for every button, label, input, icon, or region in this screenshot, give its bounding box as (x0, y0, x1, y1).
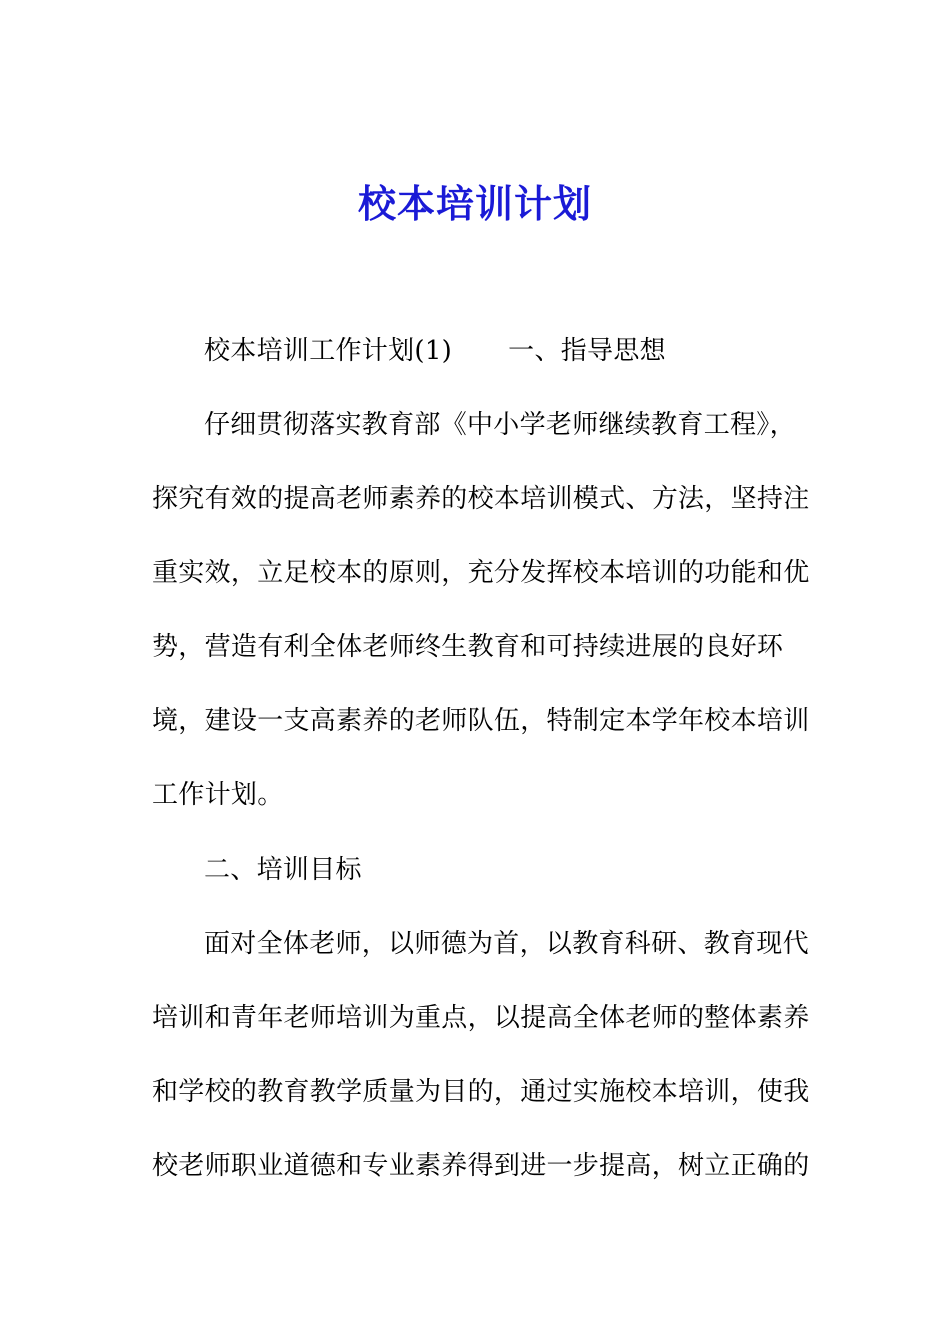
paragraph-line-9: 面对全体老师，以师德为首，以教育科研、教育现代 (204, 929, 809, 959)
section-heading-training-goals: 二、培训目标 (204, 855, 362, 885)
paragraph-line-10: 培训和青年老师培训为重点，以提高全体老师的整体素养 (152, 1003, 810, 1033)
paragraph-line-11: 和学校的教育教学质量为目的，通过实施校本培训，使我 (152, 1077, 810, 1107)
document-title: 校本培训计划 (357, 182, 592, 226)
paragraph-line-4: 重实效，立足校本的原则，充分发挥校本培训的功能和优 (152, 558, 810, 588)
paragraph-line-1 (204, 333, 814, 369)
paragraph-line-6: 境，建设一支高素养的老师队伍，特制定本学年校本培训 (152, 706, 810, 736)
plan-heading: 校本培训工作计划(1) (204, 336, 453, 366)
paragraph-line-12: 校老师职业道德和专业素养得到进一步提高，树立正确的 (152, 1151, 810, 1181)
paragraph-line-3: 探究有效的提高老师素养的校本培训模式、方法，坚持注 (152, 484, 810, 514)
paragraph-line-5: 势，营造有利全体老师终生教育和可持续进展的良好环 (152, 632, 784, 662)
paragraph-line-2: 仔细贯彻落实教育部《中小学老师继续教育工程》， (204, 410, 796, 440)
section-heading-guiding-ideology: 一、指导思想 (508, 336, 666, 366)
paragraph-line-7: 工作计划。 (152, 780, 284, 810)
